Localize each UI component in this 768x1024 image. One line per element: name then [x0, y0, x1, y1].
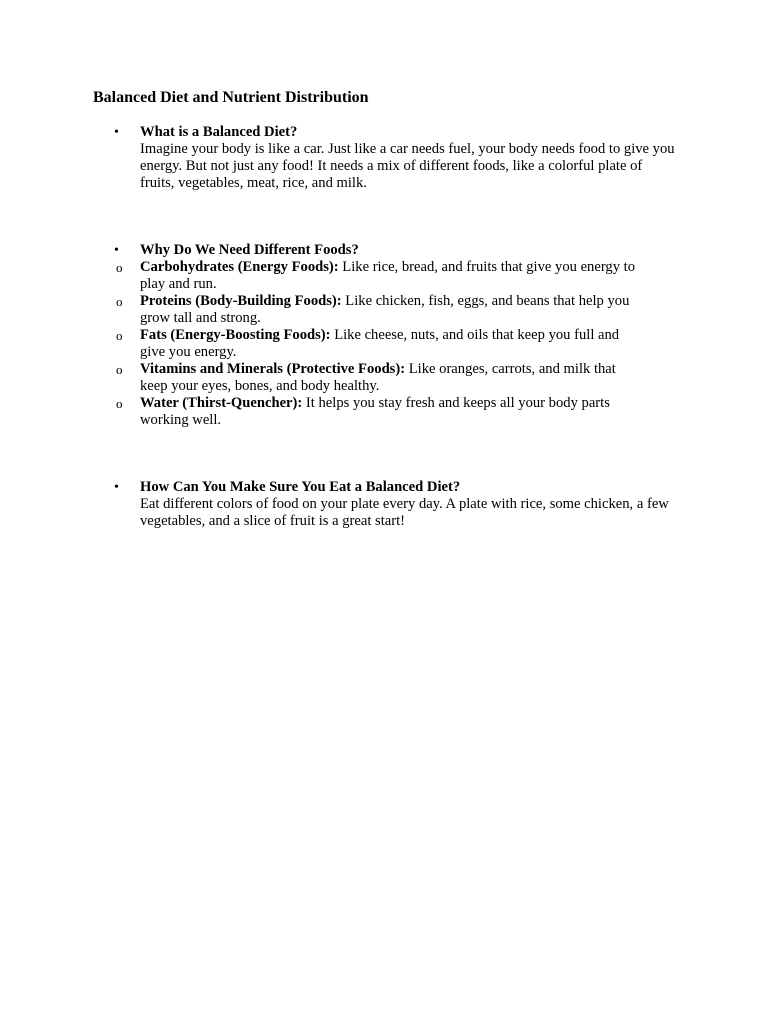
sub-bullet-icon: o — [116, 328, 123, 343]
sub-bullet-icon: o — [116, 362, 123, 377]
item-text: Like chicken, fish, eggs, and beans that help you grow tall and strong. — [140, 293, 630, 326]
item-label: Water (Thirst-Quencher): — [140, 395, 303, 411]
item-text: Like rice, bread, and fruits that give you energy to play and run. — [140, 259, 636, 292]
list-item-proteins — [94, 293, 640, 327]
item-label: Vitamins and Minerals (Protective Foods): — [140, 361, 406, 377]
section-body: Imagine your body is like a car. Just like a car needs fuel, your body needs food to give you energy. But not just any food! It needs a mix of different foods, like a colorful plate of fruits, vegetables, meat, rice, and milk. — [140, 141, 675, 191]
sub-bullet-icon: o — [116, 260, 123, 275]
item-label: Proteins (Body-Building Foods): — [140, 293, 342, 309]
list-item-vitamins-minerals — [94, 361, 640, 395]
list-item-water — [94, 395, 640, 429]
item-label: Fats (Energy-Boosting Foods): — [140, 327, 331, 343]
bullet-icon: • — [114, 480, 119, 495]
sub-bullet-icon: o — [116, 396, 123, 411]
sub-bullet-icon: o — [116, 294, 123, 309]
section-heading: Why Do We Need Different Foods? — [140, 242, 359, 258]
list-item-fats — [94, 327, 640, 361]
section-what-is-balanced-diet — [114, 124, 680, 192]
section-heading: How Can You Make Sure You Eat a Balanced Diet? — [140, 479, 461, 495]
item-text: Like cheese, nuts, and oils that keep you full and give you energy. — [140, 327, 620, 360]
item-label: Carbohydrates (Energy Foods): — [140, 259, 339, 275]
section-why-different-foods — [114, 242, 680, 429]
item-text: It helps you stay fresh and keeps all your body parts working well. — [140, 395, 610, 428]
item-text: Like oranges, carrots, and milk that keep your eyes, bones, and body healthy. — [140, 361, 616, 394]
bullet-icon: • — [114, 243, 119, 258]
list-item-carbohydrates — [94, 259, 640, 293]
bullet-icon: • — [114, 125, 119, 140]
section-body: Eat different colors of food on your plate every day. A plate with rice, some chicken, a few vegetables, and a slice of fruit is a great start! — [140, 496, 669, 529]
document-title: Balanced Diet and Nutrient Distribution — [93, 89, 369, 106]
food-groups-list — [94, 259, 680, 429]
section-how-to-eat-balanced — [114, 479, 680, 530]
section-heading: What is a Balanced Diet? — [140, 124, 298, 140]
